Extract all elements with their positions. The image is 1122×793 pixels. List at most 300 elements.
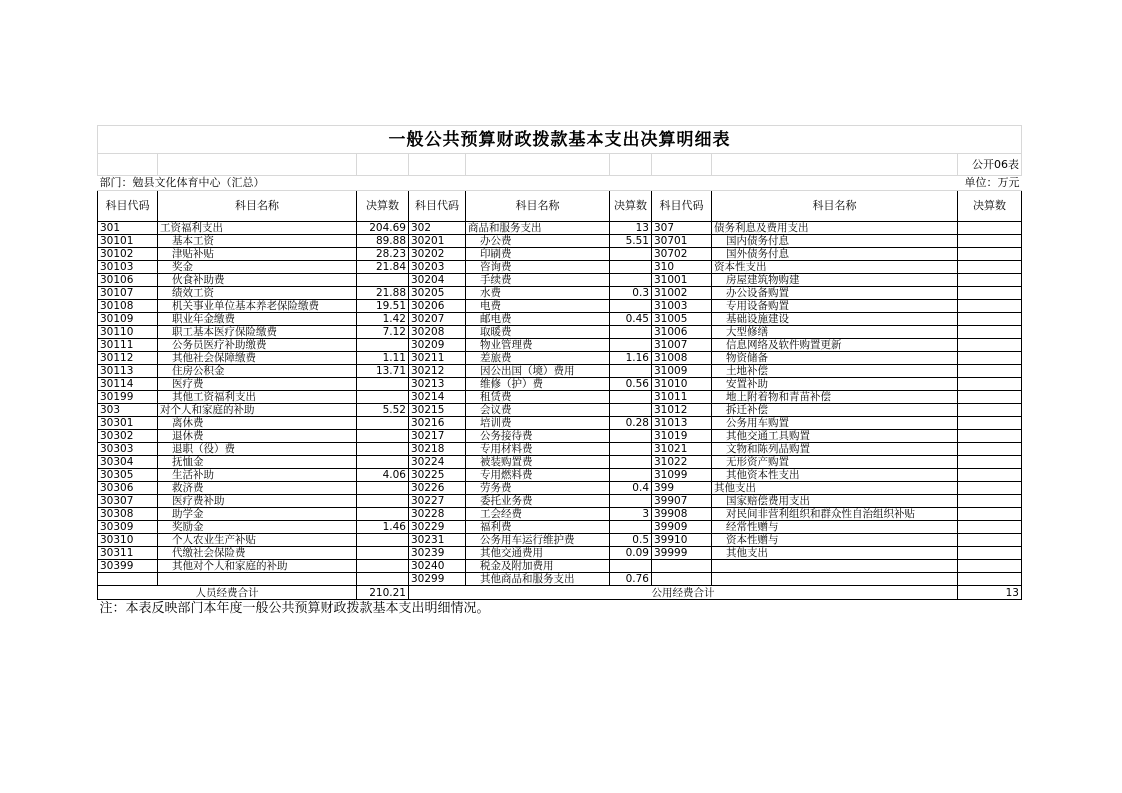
amount-cell [958,261,1022,274]
subject-code: 30304 [98,456,158,469]
subject-code: 30208 [409,326,466,339]
subject-name: 因公出国（境）费用 [466,365,610,378]
subject-name: 水费 [466,287,610,300]
subject-code: 30203 [409,261,466,274]
amount-cell: 21.84 [357,261,409,274]
amount-cell: 0.3 [610,287,652,300]
column-header: 决算数 [958,191,1022,222]
amount-cell [958,274,1022,287]
amount-cell [357,274,409,287]
subject-code: 31006 [652,326,712,339]
subject-name: 其他工资福利支出 [158,391,357,404]
subject-name: 公务用车购置 [712,417,958,430]
subject-code: 31099 [652,469,712,482]
subject-code: 31019 [652,430,712,443]
amount-cell: 0.45 [610,313,652,326]
amount-cell [357,508,409,521]
subject-name: 经常性赠与 [712,521,958,534]
subject-name: 会议费 [466,404,610,417]
subject-name: 医疗费补助 [158,495,357,508]
subject-name: 奖金 [158,261,357,274]
subject-code: 30201 [409,235,466,248]
subject-name: 其他支出 [712,482,958,495]
subject-code: 31001 [652,274,712,287]
subject-name: 文物和陈列品购置 [712,443,958,456]
subject-code: 30311 [98,547,158,560]
table-row [98,261,1022,274]
amount-cell: 0.5 [610,534,652,547]
subject-code: 30215 [409,404,466,417]
subject-name: 地上附着物和青苗补偿 [712,391,958,404]
subject-code: 30204 [409,274,466,287]
subject-name: 维修（护）费 [466,378,610,391]
subject-name: 对民间非营利组织和群众性自治组织补贴 [712,508,958,521]
amount-cell: 0.56 [610,378,652,391]
amount-cell [357,391,409,404]
subject-code: 30213 [409,378,466,391]
table-row [98,508,1022,521]
subject-code: 31013 [652,417,712,430]
subject-code: 31003 [652,300,712,313]
subject-code: 30227 [409,495,466,508]
amount-cell [958,313,1022,326]
subject-code: 31011 [652,391,712,404]
amount-cell: 19.51 [357,300,409,313]
subject-name: 基础设施建设 [712,313,958,326]
subject-name: 土地补偿 [712,365,958,378]
subject-name: 专用设备购置 [712,300,958,313]
subject-name: 物资储备 [712,352,958,365]
subject-code: 30224 [409,456,466,469]
subject-name: 其他交通工具购置 [712,430,958,443]
subject-name: 手续费 [466,274,610,287]
subject-name: 无形资产购置 [712,456,958,469]
public-total-label: 公用经费合计 [409,586,958,600]
department-label: 部门：勉县文化体育中心（汇总） [98,176,958,191]
column-header: 科目代码 [98,191,158,222]
amount-cell [958,222,1022,235]
subject-name: 绩效工资 [158,287,357,300]
subject-code: 30106 [98,274,158,287]
subject-code: 30113 [98,365,158,378]
subject-code: 30226 [409,482,466,495]
subject-name: 公务员医疗补助缴费 [158,339,357,352]
subject-code: 30310 [98,534,158,547]
subject-code: 31012 [652,404,712,417]
subject-name: 房屋建筑物购建 [712,274,958,287]
subject-name: 国内债务付息 [712,235,958,248]
subject-code: 31008 [652,352,712,365]
totals-row [98,586,1022,600]
subject-name [712,560,958,573]
subject-code: 30114 [98,378,158,391]
public-total-value: 13 [958,586,1022,600]
table-row [98,235,1022,248]
subject-name: 福利费 [466,521,610,534]
amount-cell [357,573,409,586]
amount-cell [958,300,1022,313]
amount-cell [357,547,409,560]
table-row [98,365,1022,378]
subject-name: 救济费 [158,482,357,495]
subject-code: 31005 [652,313,712,326]
table-row [98,443,1022,456]
subject-code: 30309 [98,521,158,534]
subject-code: 30302 [98,430,158,443]
subject-name: 职工基本医疗保险缴费 [158,326,357,339]
table-row [98,573,1022,586]
subject-name: 商品和服务支出 [466,222,610,235]
table-row [98,248,1022,261]
personnel-total-label: 人员经费合计 [98,586,357,600]
budget-sheet [97,125,1022,618]
footnote: 注：本表反映部门本年度一般公共预算财政拨款基本支出明细情况。 [99,601,490,616]
table-row [98,313,1022,326]
amount-cell [610,430,652,443]
subject-name: 安置补助 [712,378,958,391]
amount-cell [610,326,652,339]
amount-cell [610,443,652,456]
subject-code: 30205 [409,287,466,300]
subject-code: 30211 [409,352,466,365]
table-row [98,287,1022,300]
amount-cell [958,365,1022,378]
subject-name: 被装购置费 [466,456,610,469]
column-header: 决算数 [357,191,409,222]
subject-code: 30111 [98,339,158,352]
subject-code [652,560,712,573]
amount-cell [958,482,1022,495]
subject-name: 其他对个人和家庭的补助 [158,560,357,573]
amount-cell [958,235,1022,248]
subject-code: 30307 [98,495,158,508]
subject-name: 津贴补贴 [158,248,357,261]
subject-code: 39999 [652,547,712,560]
amount-cell [958,443,1022,456]
column-header: 科目名称 [712,191,958,222]
subject-code: 30214 [409,391,466,404]
amount-cell [357,495,409,508]
subject-code: 30112 [98,352,158,365]
subject-name: 物业管理费 [466,339,610,352]
table-row [98,521,1022,534]
subject-name: 专用燃料费 [466,469,610,482]
amount-cell [357,430,409,443]
amount-cell [958,352,1022,365]
subject-name: 资本性赠与 [712,534,958,547]
amount-cell: 0.09 [610,547,652,560]
subject-code: 30303 [98,443,158,456]
amount-cell [610,404,652,417]
subject-name [158,573,357,586]
personnel-total-value: 210.21 [357,586,409,600]
subject-name: 工资福利支出 [158,222,357,235]
subject-name: 取暖费 [466,326,610,339]
column-header: 科目代码 [409,191,466,222]
subject-name: 其他支出 [712,547,958,560]
subject-name: 其他社会保障缴费 [158,352,357,365]
amount-cell [610,365,652,378]
amount-cell [958,573,1022,586]
subject-name: 助学金 [158,508,357,521]
subject-name: 伙食补助费 [158,274,357,287]
subject-code: 30107 [98,287,158,300]
amount-cell [958,326,1022,339]
table-row [98,391,1022,404]
subject-code: 30701 [652,235,712,248]
subject-name [712,573,958,586]
subject-code: 30702 [652,248,712,261]
subject-name: 大型修缮 [712,326,958,339]
table-row [98,560,1022,573]
column-header: 科目名称 [158,191,357,222]
amount-cell: 204.69 [357,222,409,235]
subject-name: 其他资本性支出 [712,469,958,482]
amount-cell: 0.76 [610,573,652,586]
amount-cell: 13 [610,222,652,235]
table-row [98,300,1022,313]
amount-cell: 4.06 [357,469,409,482]
amount-cell: 1.11 [357,352,409,365]
amount-cell [610,261,652,274]
subject-name: 对个人和家庭的补助 [158,404,357,417]
subject-code [98,573,158,586]
subject-name: 基本工资 [158,235,357,248]
header-row [98,191,1022,222]
amount-cell [958,495,1022,508]
subject-name: 邮电费 [466,313,610,326]
table-row [98,417,1022,430]
subject-name: 个人农业生产补贴 [158,534,357,547]
subject-code: 39907 [652,495,712,508]
subject-code: 30239 [409,547,466,560]
subject-name: 代缴社会保险费 [158,547,357,560]
subject-name: 劳务费 [466,482,610,495]
amount-cell: 13.71 [357,365,409,378]
subject-name: 印刷费 [466,248,610,261]
subject-name: 公务接待费 [466,430,610,443]
subject-name: 培训费 [466,417,610,430]
amount-cell [610,339,652,352]
subject-name: 其他商品和服务支出 [466,573,610,586]
page-title: 一般公共预算财政拨款基本支出决算明细表 [98,126,1022,154]
amount-cell [958,404,1022,417]
subject-name: 办公设备购置 [712,287,958,300]
subject-code: 30109 [98,313,158,326]
subject-name: 奖励金 [158,521,357,534]
subject-code: 30308 [98,508,158,521]
table-row [98,378,1022,391]
subject-code: 301 [98,222,158,235]
subject-name: 税金及附加费用 [466,560,610,573]
subject-name: 医疗费 [158,378,357,391]
subject-name: 电费 [466,300,610,313]
subject-code: 30305 [98,469,158,482]
amount-cell [610,391,652,404]
subject-code: 30228 [409,508,466,521]
subject-name: 职业年金缴费 [158,313,357,326]
amount-cell: 0.28 [610,417,652,430]
subject-code: 31007 [652,339,712,352]
amount-cell [958,391,1022,404]
table-row [98,352,1022,365]
subject-code: 399 [652,482,712,495]
subject-code: 30101 [98,235,158,248]
subject-name: 债务利息及费用支出 [712,222,958,235]
table-row [98,456,1022,469]
subject-name: 工会经费 [466,508,610,521]
subject-code: 30216 [409,417,466,430]
amount-cell: 3 [610,508,652,521]
subject-code: 30207 [409,313,466,326]
amount-cell [958,534,1022,547]
amount-cell [958,287,1022,300]
table-row [98,326,1022,339]
amount-cell [610,456,652,469]
table-row [98,430,1022,443]
table-row [98,222,1022,235]
subject-name: 国家赔偿费用支出 [712,495,958,508]
subject-code: 303 [98,404,158,417]
column-header: 科目代码 [652,191,712,222]
amount-cell [610,560,652,573]
subject-code: 39910 [652,534,712,547]
amount-cell [610,521,652,534]
amount-cell [958,547,1022,560]
amount-cell [357,560,409,573]
subject-code: 30206 [409,300,466,313]
subject-code: 30229 [409,521,466,534]
subject-code: 30212 [409,365,466,378]
table-row [98,495,1022,508]
subject-code: 30231 [409,534,466,547]
table-row [98,547,1022,560]
subject-name: 专用材料费 [466,443,610,456]
subject-code: 30217 [409,430,466,443]
subject-name: 租赁费 [466,391,610,404]
column-header: 决算数 [610,191,652,222]
subject-name: 退职（役）费 [158,443,357,456]
subject-name: 资本性支出 [712,261,958,274]
subject-code: 30103 [98,261,158,274]
expenditure-table [97,125,1022,618]
subject-code: 39908 [652,508,712,521]
amount-cell [357,456,409,469]
table-row [98,482,1022,495]
subject-name: 离休费 [158,417,357,430]
amount-cell: 89.88 [357,235,409,248]
subject-code: 30202 [409,248,466,261]
column-header: 科目名称 [466,191,610,222]
subject-name: 差旅费 [466,352,610,365]
subject-name: 拆迁补偿 [712,404,958,417]
subject-code: 30108 [98,300,158,313]
subject-code: 30301 [98,417,158,430]
subject-code: 30225 [409,469,466,482]
subject-code: 30240 [409,560,466,573]
amount-cell [958,508,1022,521]
amount-cell [958,248,1022,261]
amount-cell: 21.88 [357,287,409,300]
amount-cell: 5.51 [610,235,652,248]
subject-name: 委托业务费 [466,495,610,508]
amount-cell [958,521,1022,534]
subject-name: 机关事业单位基本养老保险缴费 [158,300,357,313]
subject-name: 信息网络及软件购置更新 [712,339,958,352]
subject-code [652,573,712,586]
subject-code: 30199 [98,391,158,404]
amount-cell [958,469,1022,482]
subject-code: 302 [409,222,466,235]
table-row [98,534,1022,547]
table-number: 公开06表 [958,154,1022,176]
subject-name: 退休费 [158,430,357,443]
subject-code: 30110 [98,326,158,339]
amount-cell [610,248,652,261]
amount-cell [610,469,652,482]
subject-code: 31002 [652,287,712,300]
subject-code: 30102 [98,248,158,261]
amount-cell [357,339,409,352]
amount-cell [958,456,1022,469]
subject-code: 30399 [98,560,158,573]
subject-name: 国外债务付息 [712,248,958,261]
subject-name: 抚恤金 [158,456,357,469]
subject-code: 30209 [409,339,466,352]
subject-code: 30299 [409,573,466,586]
amount-cell [958,378,1022,391]
subject-code: 31021 [652,443,712,456]
amount-cell [357,482,409,495]
amount-cell: 1.46 [357,521,409,534]
amount-cell [610,495,652,508]
amount-cell [610,274,652,287]
unit-label: 单位：万元 [958,176,1022,191]
subject-name: 生活补助 [158,469,357,482]
table-row [98,469,1022,482]
subject-name: 办公费 [466,235,610,248]
amount-cell: 1.42 [357,313,409,326]
table-row [98,274,1022,287]
amount-cell: 0.4 [610,482,652,495]
subject-name: 住房公积金 [158,365,357,378]
amount-cell [958,339,1022,352]
amount-cell [958,417,1022,430]
subject-code: 31009 [652,365,712,378]
amount-cell [357,443,409,456]
amount-cell [958,560,1022,573]
table-row [98,339,1022,352]
amount-cell: 7.12 [357,326,409,339]
amount-cell [357,534,409,547]
subject-name: 其他交通费用 [466,547,610,560]
subject-code: 307 [652,222,712,235]
subject-code: 310 [652,261,712,274]
subject-code: 31022 [652,456,712,469]
amount-cell: 1.16 [610,352,652,365]
subject-name: 咨询费 [466,261,610,274]
amount-cell [357,378,409,391]
subject-code: 30306 [98,482,158,495]
subject-name: 公务用车运行维护费 [466,534,610,547]
amount-cell [610,300,652,313]
table-row [98,404,1022,417]
subject-code: 39909 [652,521,712,534]
amount-cell: 5.52 [357,404,409,417]
amount-cell [958,430,1022,443]
amount-cell: 28.23 [357,248,409,261]
subject-code: 31010 [652,378,712,391]
